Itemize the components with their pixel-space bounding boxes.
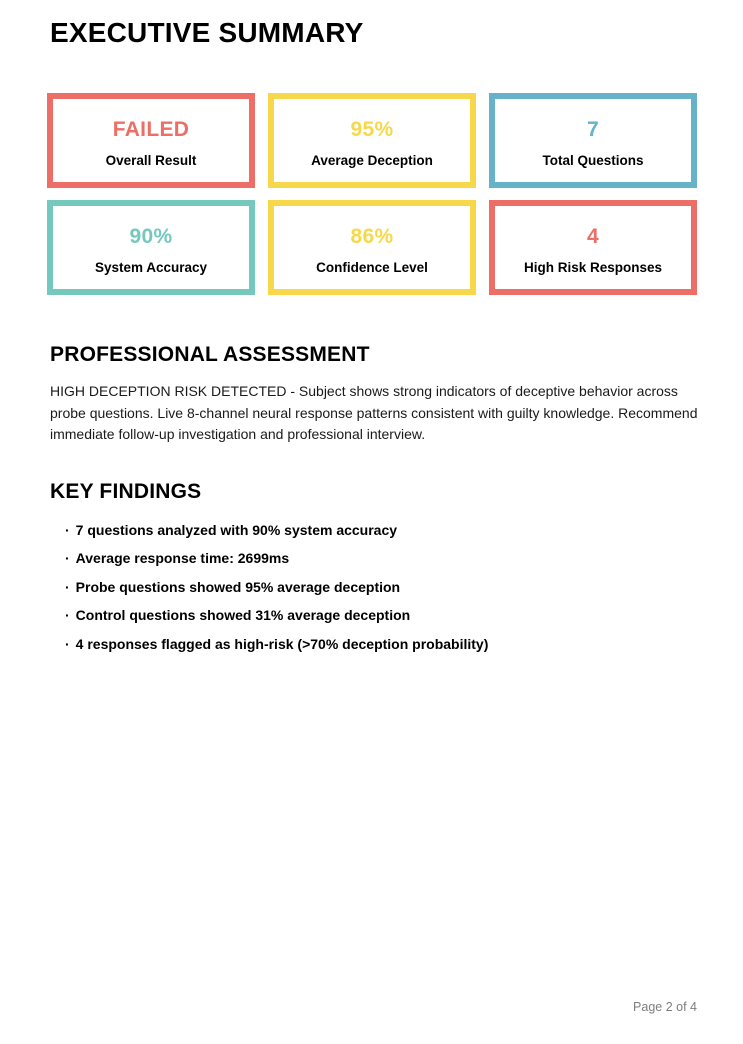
- finding-text: Probe questions showed 95% average deception: [75, 578, 401, 595]
- bullet-dot: ·: [65, 521, 70, 538]
- stat-card-system-accuracy: [47, 200, 255, 295]
- bullet-dot: ·: [65, 635, 70, 652]
- key-findings-list: [47, 516, 697, 659]
- page-number: Page 2 of 4: [633, 1000, 697, 1014]
- stat-card-confidence-level: [268, 200, 476, 295]
- page-title: EXECUTIVE SUMMARY: [50, 17, 364, 48]
- finding-text: Control questions showed 31% average deception: [75, 607, 411, 623]
- stat-card-overall-result: [47, 93, 255, 188]
- stat-cards-grid: [47, 93, 697, 295]
- stat-label: Overall Result: [105, 153, 197, 168]
- stat-label: High Risk Responses: [523, 260, 663, 275]
- bullet-dot: ·: [65, 550, 70, 566]
- section-heading-professional-assessment: PROFESSIONAL ASSESSMENT: [50, 343, 370, 366]
- stat-value: 86%: [350, 225, 394, 248]
- finding-item: [65, 630, 697, 659]
- finding-item: [65, 601, 697, 630]
- finding-text: Average response time: 2699ms: [75, 550, 290, 566]
- stat-value: 90%: [129, 225, 173, 248]
- section-heading-key-findings: KEY FINDINGS: [50, 479, 202, 503]
- stat-label: Total Questions: [542, 153, 644, 168]
- bullet-dot: ·: [65, 578, 70, 595]
- assessment-body-text: HIGH DECEPTION RISK DETECTED - Subject shows strong indicators of deceptive behavior across probe questions. Live 8-channel neural response patterns consistent with guilty knowledge. Recommend immediate follow-up investigation and professional interview.: [50, 383, 698, 442]
- stat-card-total-questions: [489, 93, 697, 188]
- finding-text: 7 questions analyzed with 90% system accuracy: [75, 521, 398, 538]
- stat-label: System Accuracy: [94, 260, 208, 275]
- stat-value: 7: [587, 118, 599, 141]
- stat-value: FAILED: [112, 118, 190, 141]
- finding-item: [65, 573, 697, 602]
- finding-item: [65, 544, 697, 573]
- stat-value: 4: [587, 225, 599, 248]
- finding-text: 4 responses flagged as high-risk (>70% deception probability): [75, 635, 489, 652]
- stat-card-average-deception: [268, 93, 476, 188]
- stat-label: Average Deception: [311, 153, 433, 168]
- bullet-dot: ·: [65, 607, 70, 623]
- stat-card-high-risk-responses: [489, 200, 697, 295]
- stat-label: Confidence Level: [316, 260, 428, 275]
- stat-value: 95%: [350, 118, 394, 141]
- finding-item: [65, 516, 697, 545]
